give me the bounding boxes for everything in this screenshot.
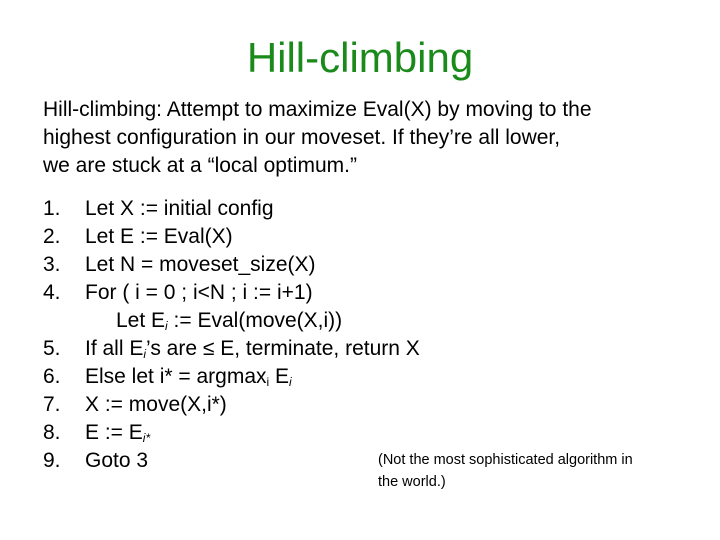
step-number: 7. — [43, 393, 61, 416]
step-text-part: E — [269, 365, 290, 388]
step-number: 1. — [43, 197, 61, 220]
intro-line: Hill-climbing: Attempt to maximize Eval(X) by moving to the — [43, 98, 592, 121]
intro-paragraph — [43, 96, 703, 180]
step-text: Goto 3 — [85, 449, 149, 472]
step-number: 9. — [43, 449, 61, 472]
subscript: i — [266, 375, 270, 389]
step-text: For ( i = 0 ; i<N ; i := i+1) — [85, 281, 313, 304]
step-1 — [43, 195, 683, 223]
step-text-part: E := E — [85, 421, 143, 444]
step-text: Let N = moveset_size(X) — [85, 253, 316, 276]
intro-line: we are stuck at a “local optimum.” — [43, 154, 357, 177]
step-4 — [43, 279, 683, 307]
step-number: 3. — [43, 253, 61, 276]
step-6 — [43, 363, 683, 391]
step-number: 6. — [43, 365, 61, 388]
step-4-body — [43, 307, 683, 335]
step-text: Let X := initial config — [85, 197, 274, 220]
algorithm-steps — [43, 195, 683, 475]
step-text-part: Let E — [116, 309, 166, 332]
subscript: i — [165, 319, 168, 333]
subscript: i — [289, 375, 292, 389]
intro-line: highest configuration in our moveset. If they’re all lower, — [43, 126, 561, 149]
note-line: (Not the most sophisticated algorithm in — [378, 452, 633, 468]
subscript: i — [143, 347, 147, 361]
step-text: X := move(X,i*) — [85, 393, 227, 416]
step-text-part: If all E — [85, 337, 144, 360]
step-number: 8. — [43, 421, 61, 444]
step-number: 2. — [43, 225, 61, 248]
note-line: the world.) — [378, 474, 446, 490]
step-text-part: := Eval(move(X,i)) — [167, 309, 343, 332]
step-number: 4. — [43, 281, 61, 304]
subscript: i* — [142, 431, 151, 445]
step-7 — [43, 391, 683, 419]
step-text: Let E := Eval(X) — [85, 225, 233, 248]
step-3 — [43, 251, 683, 279]
step-8 — [43, 419, 683, 447]
slide-title: Hill-climbing — [246, 34, 474, 81]
step-number: 5. — [43, 337, 61, 360]
side-note — [378, 449, 708, 493]
step-text-part: ’s are ≤ E, terminate, return X — [146, 337, 420, 360]
step-text-part: Else let i* = argmax — [85, 365, 267, 388]
step-5 — [43, 335, 683, 363]
step-2 — [43, 223, 683, 251]
